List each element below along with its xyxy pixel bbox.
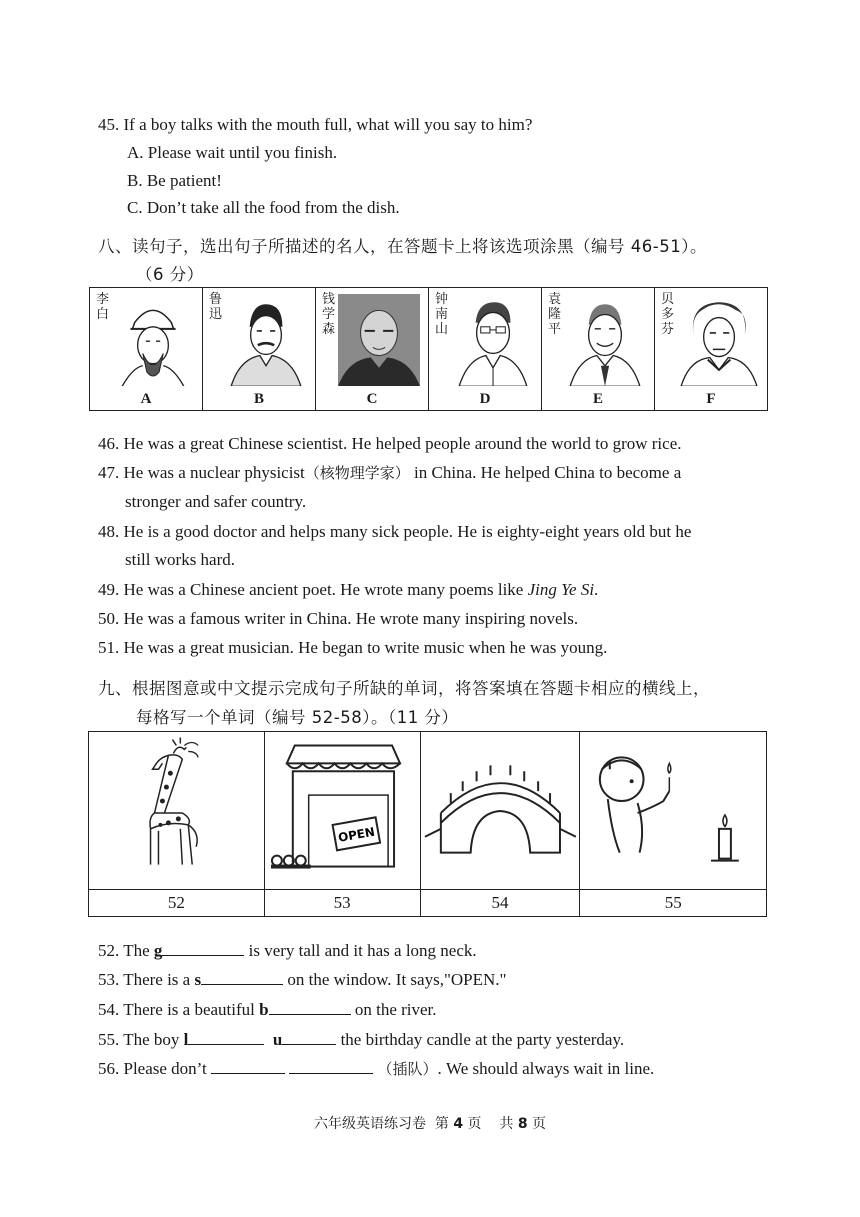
- q55-text: 55. The boy: [98, 1030, 184, 1049]
- footer-total-post: 页: [532, 1116, 547, 1132]
- shop-image: [265, 733, 420, 883]
- option-a: A. Please wait until you finish.: [127, 143, 338, 162]
- question-45: 45. If a boy talks with the mouth full, what will you say to him?: [98, 115, 533, 134]
- footer-page-number: 4: [453, 1116, 464, 1132]
- picture-candle: [580, 732, 767, 890]
- beethoven-portrait: [677, 294, 759, 386]
- q56-hint: （插队）: [377, 1060, 438, 1078]
- question-55: [98, 1028, 624, 1051]
- option-letter: E: [592, 391, 603, 407]
- portrait-cell-e: [542, 288, 655, 411]
- section-9-heading-2: 每格写一个单词（编号 52-58）。（11 分）: [136, 708, 459, 727]
- q52-hint-letter: g: [153, 941, 163, 960]
- q54-text: 54. There is a beautiful: [98, 1000, 260, 1019]
- person-name: 鲁迅: [209, 292, 223, 322]
- portrait-cell-f: [655, 288, 768, 411]
- question-50: 50. He was a famous writer in China. He wrote many inspiring novels.: [98, 609, 579, 628]
- boy-candle-image: [580, 733, 766, 883]
- q56-text-2: . We should always wait in line.: [437, 1059, 655, 1078]
- zhong-nanshan-portrait: [451, 294, 533, 386]
- person-name: 钟南山: [435, 292, 449, 337]
- answer-blank[interactable]: [188, 1028, 264, 1045]
- page-footer: [0, 1113, 860, 1133]
- picture-number: 54: [420, 890, 580, 917]
- portrait-cell-d: [429, 288, 542, 411]
- picture-shop: [264, 732, 420, 890]
- q55-text-2: the birthday candle at the party yesterday.: [336, 1030, 625, 1049]
- option-letter: D: [479, 391, 491, 407]
- lu-xun-portrait: [225, 294, 307, 386]
- q54-hint-letter: b: [259, 1000, 269, 1019]
- q47-part2: in China. He helped China to become a: [409, 463, 682, 482]
- q52-text: 52. The: [98, 941, 154, 960]
- q55-hint-letter-1: l: [183, 1030, 189, 1049]
- open-sign: OPEN: [336, 824, 376, 845]
- q49-part1: 49. He was a Chinese ancient poet. He wrote many poems like: [98, 580, 528, 599]
- picture-number: 52: [89, 890, 265, 917]
- answer-blank[interactable]: [201, 968, 283, 985]
- question-46: 46. He was a great Chinese scientist. He helped people around the world to grow rice.: [98, 434, 682, 453]
- footer-title: 六年级英语练习卷: [313, 1116, 426, 1132]
- portrait-cell-b: [203, 288, 316, 411]
- person-name: 贝多芬: [661, 292, 675, 337]
- question-53: [98, 968, 506, 991]
- footer-page-post: 页: [467, 1116, 482, 1132]
- section-8-heading: 八、读句子，选出句子所描述的名人，在答题卡上将该选项涂黑（编号 46-51）。: [98, 237, 707, 256]
- q52-text-2: is very tall and it has a long neck.: [244, 941, 477, 960]
- question-51: 51. He was a great musician. He began to write music when he was young.: [98, 638, 608, 657]
- picture-table: [88, 731, 767, 917]
- question-47: [98, 462, 681, 484]
- answer-blank[interactable]: [289, 1057, 373, 1074]
- footer-page-pre: 第: [434, 1116, 449, 1132]
- section-8-score: （6 分）: [136, 265, 204, 284]
- question-56: [98, 1057, 654, 1080]
- q49-poem: Jing Ye Si: [527, 580, 595, 599]
- portrait-cell-a: [90, 288, 203, 411]
- picture-giraffe: [89, 732, 265, 890]
- answer-blank[interactable]: [211, 1057, 285, 1074]
- answer-blank[interactable]: [162, 939, 244, 956]
- section-9-heading: 九、根据图意或中文提示完成句子所缺的单词，将答案填在答题卡相应的横线上，: [98, 679, 710, 698]
- person-name: 钱学森: [322, 292, 336, 337]
- person-name: 李白: [96, 292, 110, 322]
- answer-blank[interactable]: [282, 1028, 336, 1045]
- q56-text: 56. Please don’t: [98, 1059, 212, 1078]
- q47-part1: 47. He was a nuclear physicist: [98, 463, 305, 482]
- option-letter: F: [706, 391, 716, 407]
- footer-total-pre: 共: [499, 1116, 514, 1132]
- picture-number: 55: [580, 890, 767, 917]
- q53-text-2: on the window. It says,"OPEN.": [283, 970, 507, 989]
- option-letter: C: [366, 391, 378, 407]
- portrait-cell-c: [316, 288, 429, 411]
- question-48-cont: still works hard.: [125, 550, 236, 569]
- question-48: 48. He is a good doctor and helps many sick people. He is eighty-eight years old but he: [98, 522, 692, 541]
- q49-part2: .: [594, 580, 599, 599]
- answer-blank[interactable]: [269, 998, 351, 1015]
- q53-text: 53. There is a: [98, 970, 195, 989]
- picture-bridge: [420, 732, 580, 890]
- question-49: [98, 579, 598, 601]
- footer-total-number: 8: [517, 1116, 528, 1132]
- option-c: C. Don’t take all the food from the dish.: [127, 198, 400, 217]
- bridge-image: [421, 733, 580, 883]
- question-47-cont: stronger and safer country.: [125, 492, 307, 511]
- q47-hint: （核物理学家）: [304, 464, 410, 482]
- portrait-table: [89, 287, 768, 411]
- question-52: [98, 939, 477, 962]
- person-name: 袁隆平: [548, 292, 562, 337]
- question-54: [98, 998, 437, 1021]
- yuan-longping-portrait: [564, 294, 646, 386]
- qian-xuesen-portrait: [338, 294, 420, 386]
- option-letter: A: [140, 391, 152, 407]
- picture-number: 53: [264, 890, 420, 917]
- q55-hint-letter-2: u: [272, 1030, 283, 1049]
- giraffe-image: [89, 733, 264, 883]
- q53-hint-letter: s: [194, 970, 202, 989]
- li-bai-portrait: [112, 294, 194, 386]
- option-letter: B: [253, 391, 264, 407]
- q54-text-2: on the river.: [350, 1000, 437, 1019]
- option-b: B. Be patient!: [127, 171, 222, 190]
